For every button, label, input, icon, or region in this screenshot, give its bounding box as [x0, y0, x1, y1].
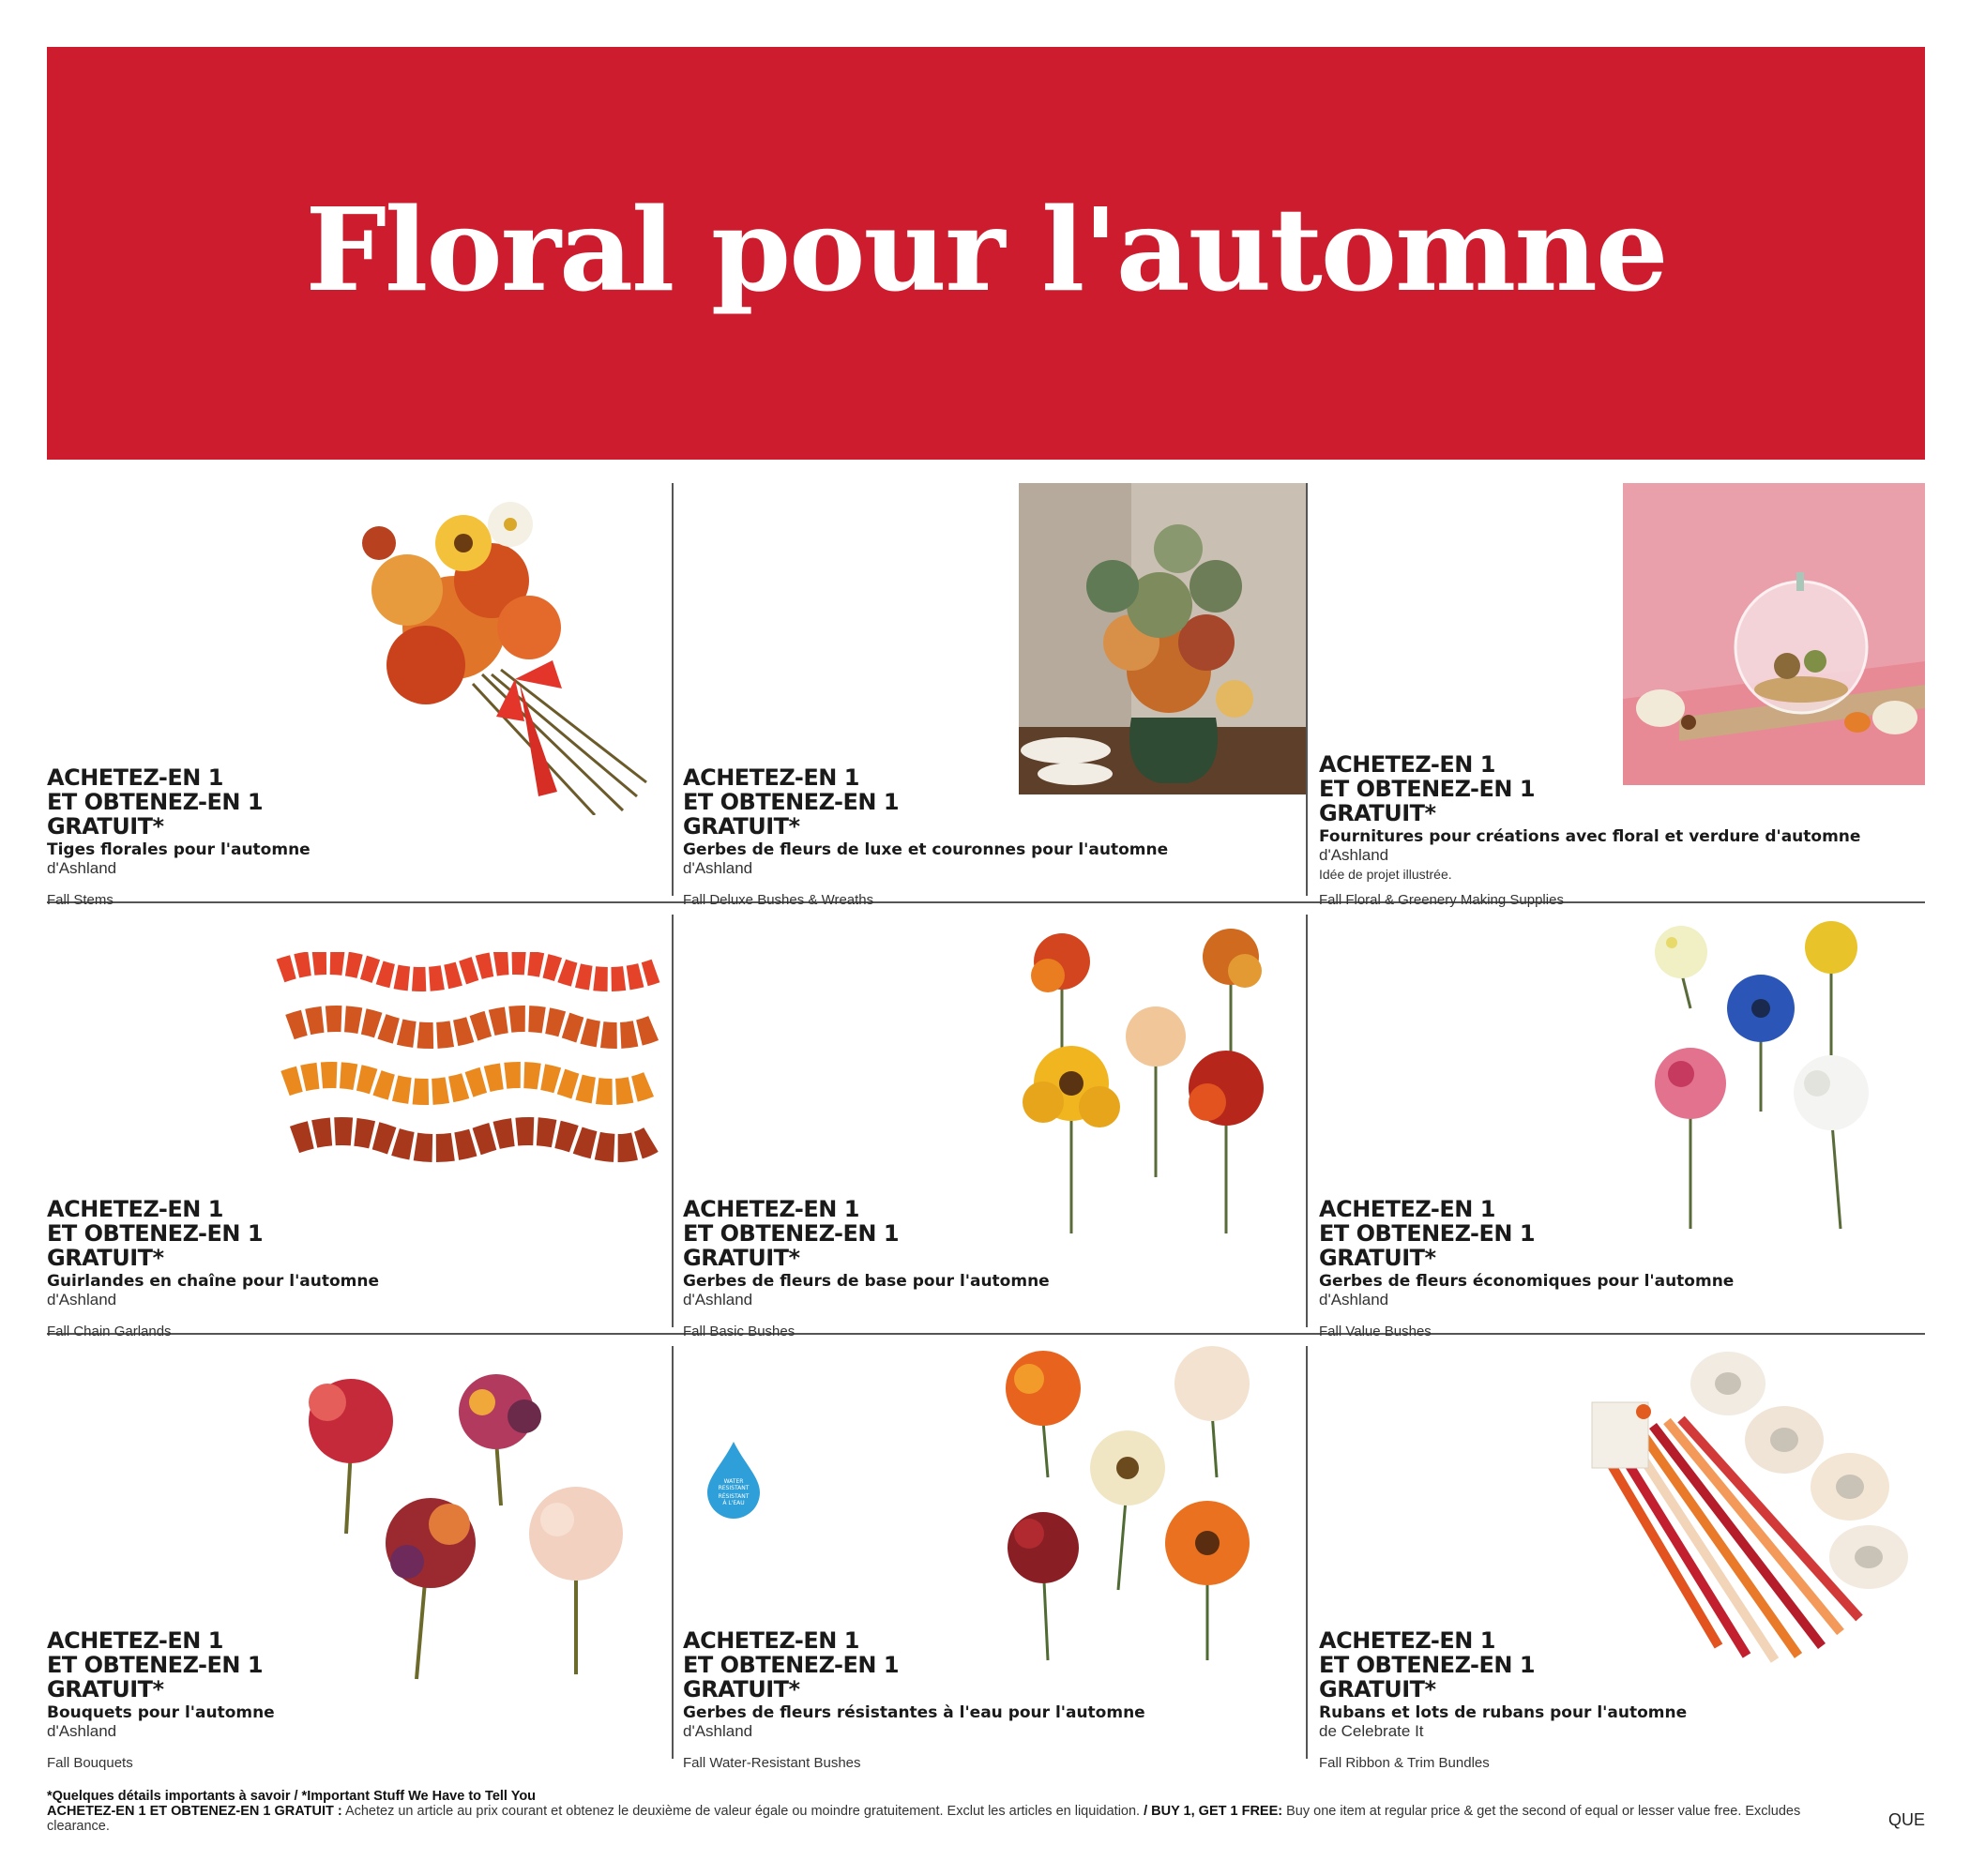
fine-print-heading: *Quelques détails importants à savoir / *Important Stuff We Have to Tell You [47, 1789, 537, 1804]
offer-text: ACHETEZ-EN 1 ET OBTENEZ-EN 1 GRATUIT* [683, 1196, 900, 1271]
product-name: Tiges florales pour l'automne [47, 840, 311, 859]
product-brand: de Celebrate It [1319, 1722, 1424, 1740]
product-card[interactable] [47, 483, 670, 911]
product-card[interactable] [1319, 1346, 1925, 1774]
product-info [1319, 752, 1919, 911]
product-grid [47, 483, 1925, 1771]
product-name-english: Fall Ribbon & Trim Bundles [1319, 1755, 1490, 1771]
product-name: Gerbes de fleurs économiques pour l'automne [1319, 1272, 1735, 1291]
product-image-deluxe-bushes [1019, 483, 1306, 794]
product-info [47, 1197, 647, 1342]
offer-text: ACHETEZ-EN 1 ET OBTENEZ-EN 1 GRATUIT* [1319, 1196, 1536, 1271]
product-info [683, 1628, 1283, 1774]
product-name-english: Fall Chain Garlands [47, 1324, 172, 1339]
product-name-english: Fall Stems [47, 892, 114, 908]
product-name: Gerbes de fleurs de base pour l'automne [683, 1272, 1050, 1291]
product-name: Rubans et lots de rubans pour l'automne [1319, 1703, 1688, 1722]
product-name-english: Fall Floral & Greenery Making Supplies [1319, 892, 1564, 908]
product-info [683, 765, 1283, 911]
product-brand: d'Ashland [47, 1291, 117, 1309]
product-info [47, 1628, 647, 1774]
offer-text: ACHETEZ-EN 1 ET OBTENEZ-EN 1 GRATUIT* [47, 764, 264, 840]
product-card[interactable] [683, 1346, 1306, 1774]
column-divider [672, 1346, 674, 1759]
product-name: Gerbes de fleurs résistantes à l'eau pour l'automne [683, 1703, 1145, 1722]
product-info [1319, 1628, 1919, 1774]
product-card[interactable] [47, 915, 670, 1342]
product-brand: d'Ashland [1319, 1291, 1389, 1309]
product-name-english: Fall Basic Bushes [683, 1324, 796, 1339]
product-name-english: Fall Value Bushes [1319, 1324, 1432, 1339]
product-info [683, 1197, 1283, 1342]
product-name: Gerbes de fleurs de luxe et couronnes pour l'automne [683, 840, 1169, 859]
product-image-chain-garlands [276, 952, 660, 1168]
header-banner [47, 47, 1925, 460]
water-badge-line: RÉSISTANT [718, 1493, 750, 1500]
offer-text: ACHETEZ-EN 1 ET OBTENEZ-EN 1 GRATUIT* [683, 764, 900, 840]
offer-text: ACHETEZ-EN 1 ET OBTENEZ-EN 1 GRATUIT* [47, 1627, 264, 1702]
product-card[interactable] [1319, 915, 1925, 1342]
product-brand: d'Ashland [683, 1291, 753, 1309]
column-divider [672, 915, 674, 1327]
fine-print-body [47, 1804, 1867, 1834]
product-image-making-supplies [1623, 483, 1925, 785]
water-badge-line: À L'EAU [722, 1500, 745, 1506]
offer-text-fr: Achetez un article au prix courant et obtenez le deuxième de valeur égale ou moindre gratuitement. Exclut les articles en liquidation. [341, 1804, 1141, 1819]
product-image-value-bushes [1644, 915, 1869, 1233]
project-note: Idée de projet illustrée. [1319, 867, 1452, 882]
product-name: Bouquets pour l'automne [47, 1703, 275, 1722]
fine-print [47, 1789, 1867, 1834]
product-info [1319, 1197, 1919, 1342]
offer-text: ACHETEZ-EN 1 ET OBTENEZ-EN 1 GRATUIT* [683, 1627, 900, 1702]
column-divider [1306, 915, 1308, 1327]
water-badge-line: RESISTANT [718, 1485, 750, 1491]
region-code: QUE [1887, 1810, 1925, 1829]
product-name: Guirlandes en chaîne pour l'automne [47, 1272, 379, 1291]
product-brand: d'Ashland [47, 859, 117, 877]
offer-text: ACHETEZ-EN 1 ET OBTENEZ-EN 1 GRATUIT* [1319, 751, 1536, 826]
water-badge-line: WATER [723, 1478, 744, 1485]
product-info [47, 765, 647, 911]
product-name: Fournitures pour créations avec floral et verdure d'automne [1319, 827, 1861, 846]
water-resistant-badge [704, 1440, 764, 1519]
product-brand: d'Ashland [47, 1722, 117, 1740]
offer-label-fr: ACHETEZ-EN 1 ET OBTENEZ-EN 1 GRATUIT : [47, 1804, 342, 1819]
product-name-english: Fall Bouquets [47, 1755, 133, 1771]
column-divider [1306, 1346, 1308, 1759]
column-divider [1306, 483, 1308, 896]
product-brand: d'Ashland [1319, 846, 1389, 864]
product-card[interactable] [683, 915, 1306, 1342]
product-image-water-resistant-bushes [996, 1346, 1278, 1665]
offer-text-en: Buy one item at regular price & get the second of equal or lesser value free. Excludes clearance. [47, 1804, 1801, 1834]
product-card[interactable] [1319, 483, 1925, 911]
product-image-ribbon-bundles [1587, 1346, 1916, 1674]
product-image-basic-bushes [996, 924, 1296, 1233]
product-brand: d'Ashland [683, 1722, 753, 1740]
page-title: Floral pour l'automne [305, 182, 1667, 317]
offer-label-en: / BUY 1, GET 1 FREE: [1140, 1804, 1283, 1819]
offer-text: ACHETEZ-EN 1 ET OBTENEZ-EN 1 GRATUIT* [1319, 1627, 1536, 1702]
column-divider [672, 483, 674, 896]
product-brand: d'Ashland [683, 859, 753, 877]
offer-text: ACHETEZ-EN 1 ET OBTENEZ-EN 1 GRATUIT* [47, 1196, 264, 1271]
product-card[interactable] [683, 483, 1306, 911]
product-card[interactable] [47, 1346, 670, 1774]
product-name-english: Fall Water-Resistant Bushes [683, 1755, 861, 1771]
product-name-english: Fall Deluxe Bushes & Wreaths [683, 892, 874, 908]
